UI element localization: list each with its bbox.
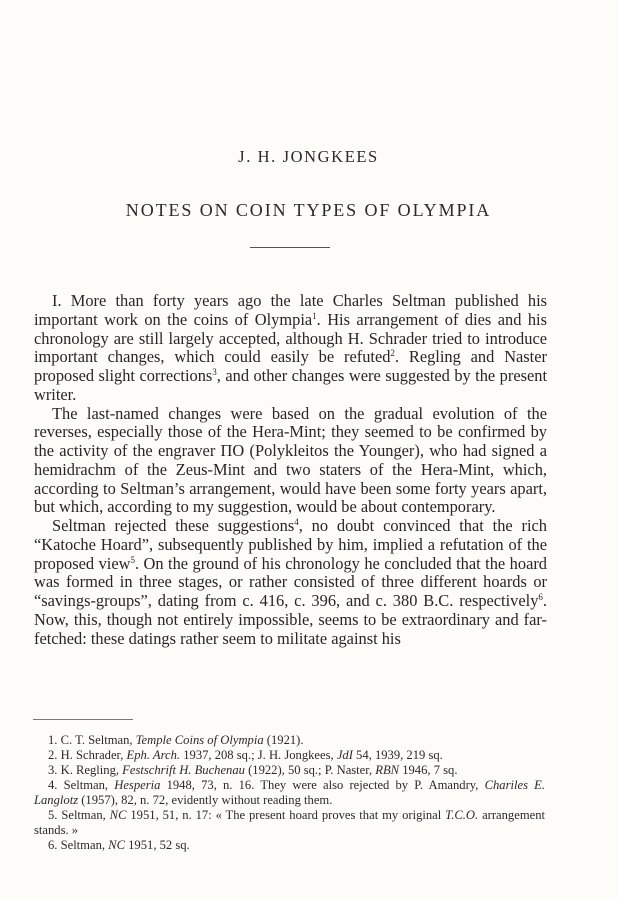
text-run: I. More than forty years ago the late Charles Seltman published his important work on the coins of Olympia [34,291,547,329]
text-run: 1946, 7 sq. [399,763,458,777]
footnote-number: 5. [48,808,62,822]
italic-citation: Eph. Arch. [126,748,181,762]
author-name: J. H. JONGKEES [238,147,379,166]
text-run: H. Schrader, [60,748,127,762]
text-run: , and other changes were suggested by the present writer. [34,366,548,404]
paragraph [34,517,547,648]
text-run: (1921). [263,733,304,747]
footnote-divider [33,719,133,720]
text-run: , no doubt convinced that the rich “Katoche Hoard”, subsequently published by him, implied a refutation of the proposed view [34,516,547,573]
footnote [34,838,545,853]
italic-citation: NC [109,808,127,822]
footnote [34,778,545,808]
footnote-reference: 1 [312,310,317,321]
italic-citation: Festschrift H. Buchenau [122,763,245,777]
text-run: Seltman, [60,838,109,852]
italic-citation: Chariles E. Langlotz [34,778,545,807]
text-run: arrangement stands. » [34,808,545,837]
body-text [34,292,547,648]
footnote [34,748,545,763]
italic-citation: JdI [336,748,353,762]
text-run: . Regling and Naster proposed slight corrections [34,347,547,385]
text-run: . On the ground of his chronology he concluded that the hoard was formed in three stages, or rather consisted of three different hoards or “savings-groups”, dating from c. 416, c. 396, and c. 380 B.C. respectively [34,553,547,610]
italic-citation: Temple Coins of Olympia [135,733,264,747]
text-run: (1957), 82, n. 72, evidently without reading them. [78,793,333,807]
text-run: . His arrangement of dies and his chronology are still largely accepted, although H. Schrader tried to introduce important changes, which could easily be refuted [34,309,547,367]
text-run: The last-named changes were based on the gradual evolution of the reverses, especially those of the Hera-Mint; they seemed to be confirmed by the activity of the engraver ΠΟ (Polykleitos the Younger), who had signed a hemidrachm of the Zeus-Mint and two staters of the Hera-Mint, which, according to Seltman’s arrangement, would have been some forty years apart, but which, according to my suggestion, would be about contemporary. [34,403,547,517]
text-run: Seltman, [63,778,115,792]
footnote [34,808,545,838]
article-title: NOTES ON COIN TYPES OF OLYMPIA [125,200,492,220]
text-run: 1951, 52 sq. [124,838,190,852]
footnote-number: 2. [48,748,61,762]
text-run: Seltman, [61,808,110,822]
text-run: K. Regling, [60,763,123,777]
footnote-number: 6. [48,838,61,852]
paragraph [34,405,547,518]
italic-citation: NC [108,838,125,852]
footnote-reference: 5 [130,554,135,565]
footnote-number: 3. [48,763,61,777]
footnote [34,763,545,778]
title-divider [250,247,330,248]
italic-citation: Hesperia [114,778,161,792]
text-run: 1948, 73, n. 16. They were also rejected by P. Amandry, [160,778,485,792]
footnote-number: 4. [48,778,64,792]
text-run: (1922), 50 sq.; P. Naster, [244,763,376,777]
text-run: . Now, this, though not entirely impossible, seems to be extraordinary and far-fetched: these datings rather seem to militate against his [34,591,547,648]
text-run: 1951, 51, n. 17: « The present hoard proves that my original [126,808,446,822]
text-run: C. T. Seltman, [60,733,136,747]
footnote-number: 1. [48,733,61,747]
footnote-reference: 2 [390,348,395,359]
footnote-reference: 6 [538,592,543,602]
footnote [34,733,545,748]
italic-citation: RBN [375,763,400,777]
footnote-reference: 4 [294,517,299,527]
footnotes [34,733,545,853]
text-run: 54, 1939, 219 sq. [352,748,443,762]
footnote-reference: 3 [212,367,217,377]
italic-citation: T.C.O. [445,808,479,822]
text-run: Seltman rejected these suggestions [52,516,295,535]
text-run: 1937, 208 sq.; J. H. Jongkees, [180,748,337,762]
paragraph [34,292,547,405]
